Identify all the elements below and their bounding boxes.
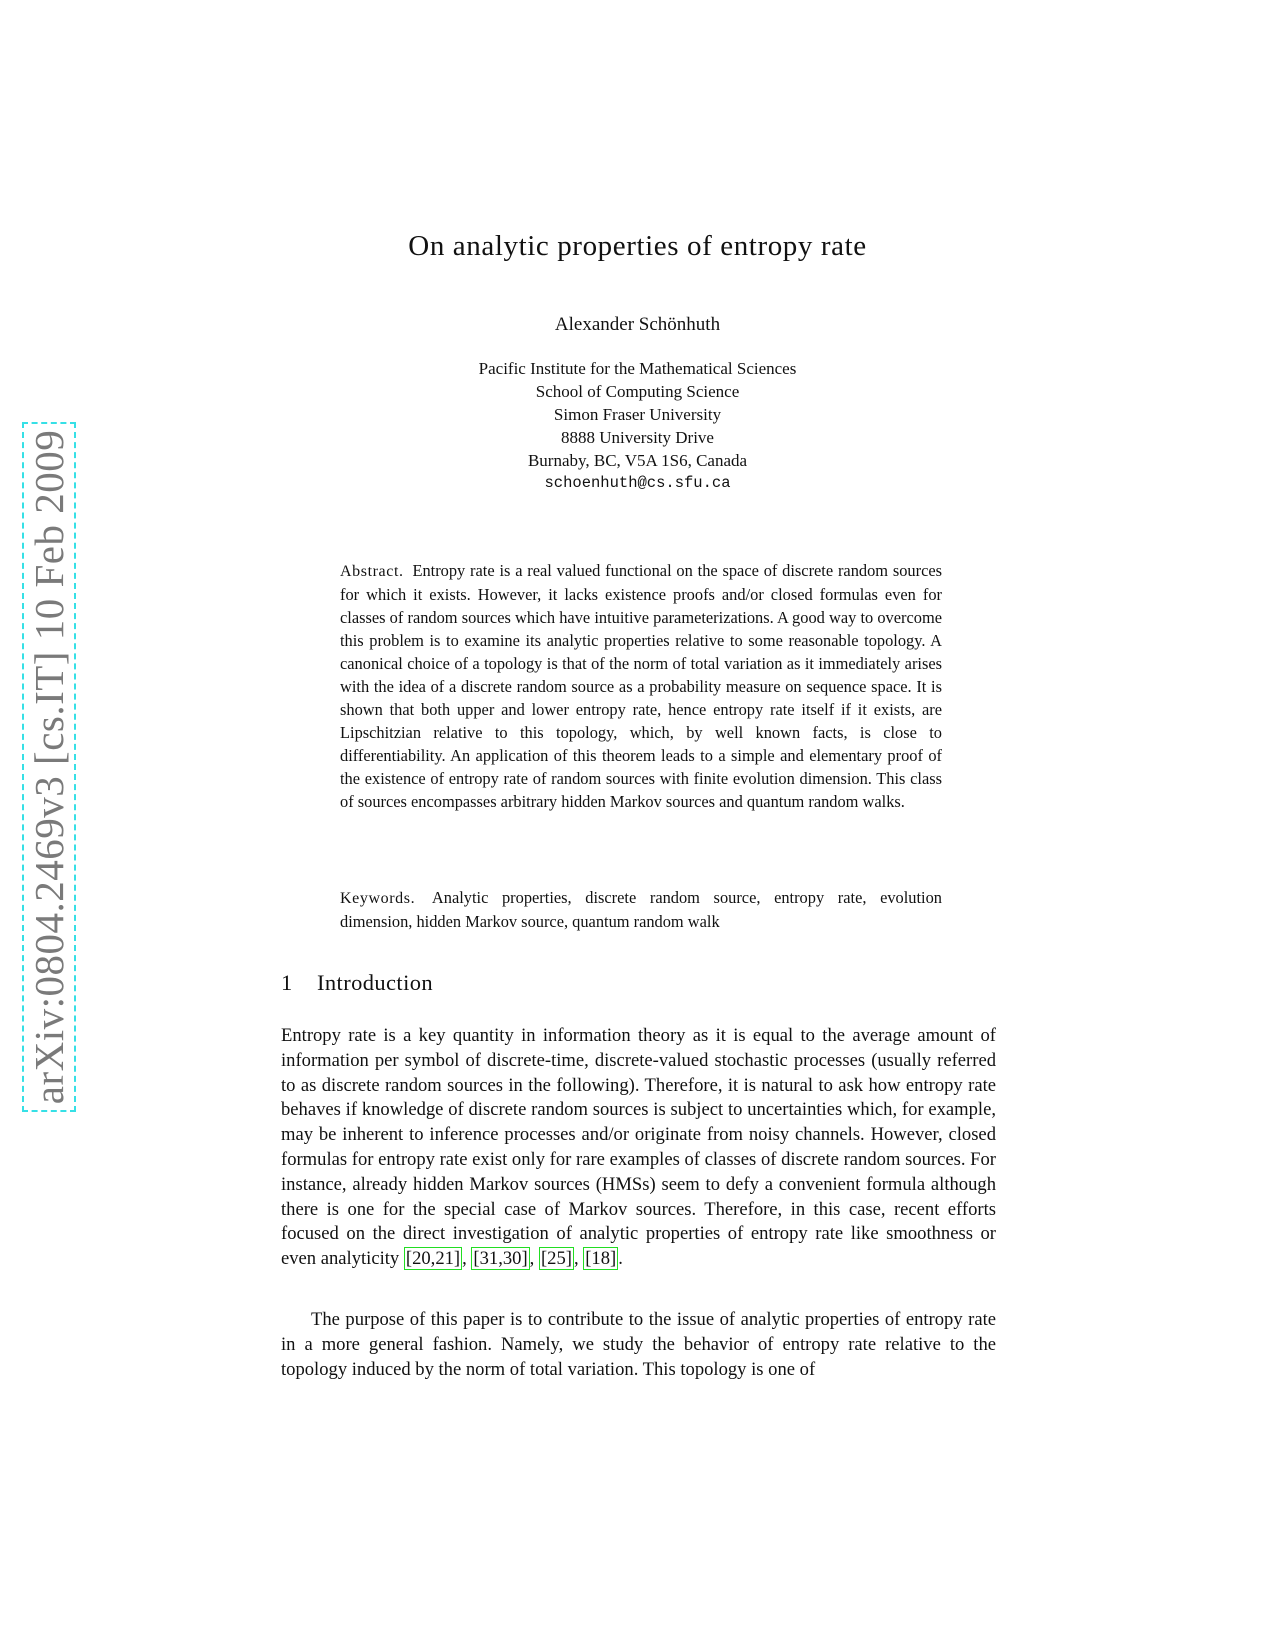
affiliation-line: Burnaby, BC, V5A 1S6, Canada bbox=[527, 451, 748, 470]
abstract-label: Abstract. bbox=[340, 563, 404, 580]
keywords-text: Analytic properties, discrete random source, entropy rate, evolution dimension, hidden Markov source, quantum random walk bbox=[340, 888, 942, 931]
citation-link[interactable]: [25] bbox=[540, 1248, 572, 1270]
section-heading bbox=[281, 970, 433, 996]
arxiv-stamp bbox=[22, 422, 76, 1112]
citation-separator: , bbox=[462, 1248, 472, 1270]
keywords-label: Keywords. bbox=[340, 890, 416, 907]
author-name: Alexander Schönhuth bbox=[554, 314, 721, 335]
keywords bbox=[340, 886, 942, 933]
citation-separator: , bbox=[573, 1248, 584, 1270]
arxiv-stamp-text: arXiv:0804.2469v3 [cs.IT] 10 Feb 2009 bbox=[26, 429, 72, 1105]
affiliation-line: Pacific Institute for the Mathematical Sciences bbox=[478, 359, 797, 378]
affiliation-line: Simon Fraser University bbox=[553, 405, 722, 424]
section-title: Introduction bbox=[317, 970, 434, 995]
abstract-text: Entropy rate is a real valued functional on the space of discrete random sources for which it exists. However, it lacks existence proofs and/or closed formulas even for classes of random sources which have intuitive parameterizations. A good way to overcome this problem is to examine its analytic properties relative to some reasonable topology. A canonical choice of a topology is that of the norm of total variation as it immediately arises with the idea of a discrete random source as a probability measure on sequence space. It is shown that both upper and lower entropy rate, hence entropy rate itself if it exists, are Lipschitzian relative to this topology, which, by well known facts, is close to differentiability. An application of this theorem leads to a simple and elementary proof of the existence of entropy rate of random sources with finite evolution dimension. This class of sources encompasses arbitrary hidden Markov sources and quantum random walks. bbox=[340, 561, 942, 811]
citation-link[interactable]: [20,21] bbox=[405, 1248, 461, 1270]
affiliation-line: 8888 University Drive bbox=[561, 428, 714, 447]
affiliation-block bbox=[0, 357, 1275, 495]
affiliation-line: School of Computing Science bbox=[535, 382, 740, 401]
citation-separator: , bbox=[529, 1248, 539, 1270]
citation-link[interactable]: [18] bbox=[585, 1248, 617, 1270]
intro-paragraph-1 bbox=[281, 1024, 996, 1272]
paragraph-text: Entropy rate is a key quantity in information theory as it is equal to the average amount of information per symbol of discrete-time, discrete-valued stochastic processes (usually referred to as discrete random sources in the following). Therefore, it is natural to ask how entropy rate behaves if knowledge of discrete random sources is subject to uncertainties which, for example, may be inherent to inference processes and/or originate from noisy channels. However, closed formulas for entropy rate exist only for rare examples of classes of discrete random sources. For instance, already hidden Markov sources (HMSs) seem to defy a convenient formula although there is one for the special case of Markov sources. Therefore, in this case, recent efforts focused on the direct investigation of analytic properties of entropy rate like smoothness or even analyticity bbox=[281, 1025, 996, 1270]
citation-link[interactable]: [31,30] bbox=[473, 1248, 528, 1270]
intro-paragraph-2: The purpose of this paper is to contribute to the issue of analytic properties of entropy rate in a more general fashion. Namely, we study the behavior of entropy rate relative to the topology induced by the norm of total variation. This topology is one of bbox=[281, 1309, 996, 1380]
author-email: schoenhuth@cs.sfu.ca bbox=[544, 474, 731, 492]
paper-title: On analytic properties of entropy rate bbox=[408, 230, 867, 262]
section-number: 1 bbox=[281, 970, 293, 995]
sentence-end: . bbox=[618, 1248, 623, 1270]
abstract bbox=[340, 559, 942, 813]
